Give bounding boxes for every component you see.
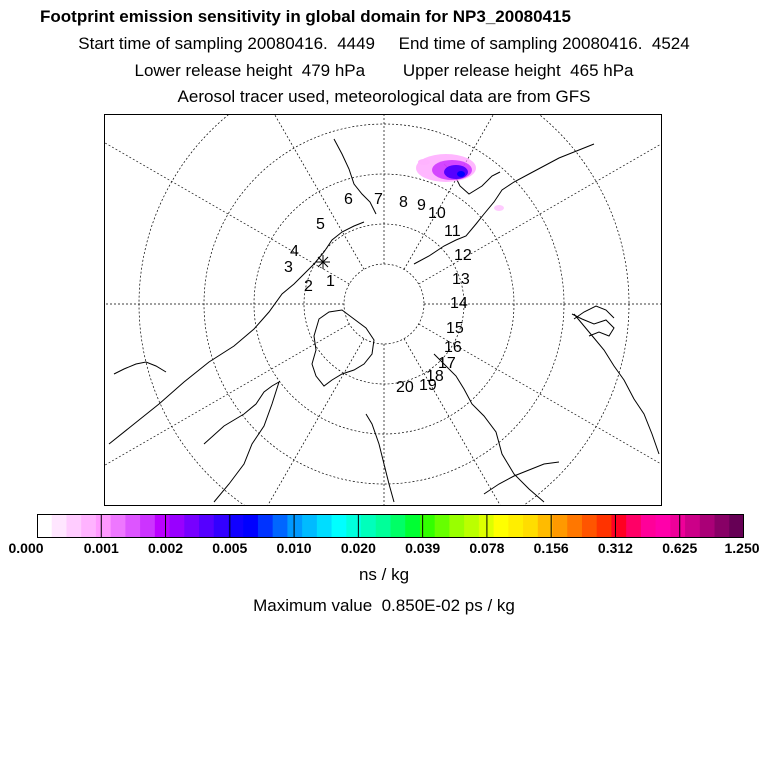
colorbar-swatch <box>656 514 671 538</box>
trajectory-label: 6 <box>344 191 353 208</box>
colorbar-swatch <box>582 514 597 538</box>
colorbar-swatch <box>508 514 523 538</box>
colorbar-tick-label: 0.020 <box>340 540 376 556</box>
trajectory-label: 1 <box>326 273 335 290</box>
trajectory-label: 5 <box>316 216 325 233</box>
colorbar-swatch <box>125 514 140 538</box>
colorbar-swatch <box>170 514 185 538</box>
trajectory-label: 15 <box>446 320 464 337</box>
colorbar-swatch <box>567 514 582 538</box>
colorbar-swatch <box>391 514 406 538</box>
map-frame <box>105 115 662 506</box>
colorbar-swatch <box>700 514 715 538</box>
colorbar-tick-label: 0.010 <box>276 540 312 556</box>
colorbar-swatch <box>597 514 612 538</box>
trajectory-label: 16 <box>444 339 462 356</box>
colorbar-tick-label: 0.312 <box>597 540 633 556</box>
colorbar-tick-label: 0.625 <box>662 540 698 556</box>
trajectory-label: 13 <box>452 271 470 288</box>
colorbar-swatch <box>435 514 450 538</box>
trajectory-label: 10 <box>428 205 446 222</box>
trajectory-label: 14 <box>450 295 468 312</box>
colorbar-swatch <box>405 514 420 538</box>
plume-fragment <box>494 205 504 211</box>
colorbar-swatch <box>37 514 52 538</box>
colorbar-tick-label: 0.002 <box>148 540 184 556</box>
colorbar-swatch <box>553 514 568 538</box>
colorbar-swatch <box>155 514 170 538</box>
colorbar-swatch <box>66 514 81 538</box>
trajectory-label: 2 <box>304 278 313 295</box>
colorbar-tick-label: 0.078 <box>469 540 505 556</box>
colorbar-swatch <box>96 514 111 538</box>
trajectory-label: 17 <box>438 355 456 372</box>
colorbar-swatch <box>199 514 214 538</box>
colorbar-swatch <box>670 514 685 538</box>
release-location-marker <box>316 255 330 269</box>
trajectory-label: 3 <box>284 259 293 276</box>
colorbar-tick-label: 0.000 <box>8 540 44 556</box>
colorbar <box>37 514 744 538</box>
trajectory-label: 7 <box>374 191 383 208</box>
colorbar-swatch <box>332 514 347 538</box>
polar-map <box>104 114 662 506</box>
colorbar-swatch <box>346 514 361 538</box>
trajectory-label: 8 <box>399 194 408 211</box>
colorbar-tick-label: 0.005 <box>212 540 248 556</box>
colorbar-swatch <box>641 514 656 538</box>
colorbar-swatch <box>184 514 199 538</box>
colorbar-unit: ns / kg <box>358 565 410 584</box>
colorbar-swatch <box>243 514 258 538</box>
maximum-value: Maximum value 0.850E-02 ps / kg <box>253 596 515 615</box>
colorbar-swatch <box>611 514 626 538</box>
colorbar-tick-label: 0.039 <box>405 540 441 556</box>
colorbar-swatch <box>81 514 96 538</box>
colorbar-swatch <box>302 514 317 538</box>
trajectory-label: 18 <box>426 368 444 385</box>
colorbar-tick-label: 0.001 <box>83 540 119 556</box>
sampling-time-line: Start time of sampling 20080416. 4449 End time of sampling 20080416. 4524 <box>78 34 690 53</box>
colorbar-swatch <box>140 514 155 538</box>
colorbar-swatch <box>523 514 538 538</box>
colorbar-tick-label: 1.250 <box>724 540 760 556</box>
trajectory-label: 4 <box>290 243 299 260</box>
colorbar-swatch <box>273 514 288 538</box>
colorbar-swatch <box>228 514 243 538</box>
colorbar-swatch <box>258 514 273 538</box>
plume-peak <box>457 171 465 177</box>
plume-core <box>444 165 468 179</box>
colorbar-swatch <box>494 514 509 538</box>
colorbar-swatch <box>729 514 744 538</box>
colorbar-swatch <box>376 514 391 538</box>
colorbar-swatch <box>317 514 332 538</box>
colorbar-swatch <box>111 514 126 538</box>
plot-title: Footprint emission sensitivity in global domain for NP3_20080415 <box>40 7 571 26</box>
colorbar-swatch <box>685 514 700 538</box>
colorbar-swatch <box>449 514 464 538</box>
colorbar-swatch <box>214 514 229 538</box>
trajectory-label: 11 <box>444 223 461 240</box>
tracer-info-line: Aerosol tracer used, meteorological data are from GFS <box>177 87 591 106</box>
plume-fragment <box>418 159 430 165</box>
colorbar-swatch <box>464 514 479 538</box>
colorbar-swatch <box>52 514 67 538</box>
release-height-line: Lower release height 479 hPa Upper release height 465 hPa <box>134 61 634 80</box>
trajectory-label: 20 <box>396 379 414 396</box>
colorbar-tick-label: 0.156 <box>533 540 569 556</box>
colorbar-swatch <box>287 514 302 538</box>
trajectory-label: 19 <box>419 377 437 394</box>
colorbar-swatch <box>361 514 376 538</box>
trajectory-label: 9 <box>417 197 426 214</box>
colorbar-swatch <box>626 514 641 538</box>
colorbar-swatch <box>715 514 730 538</box>
trajectory-label: 12 <box>454 247 472 264</box>
